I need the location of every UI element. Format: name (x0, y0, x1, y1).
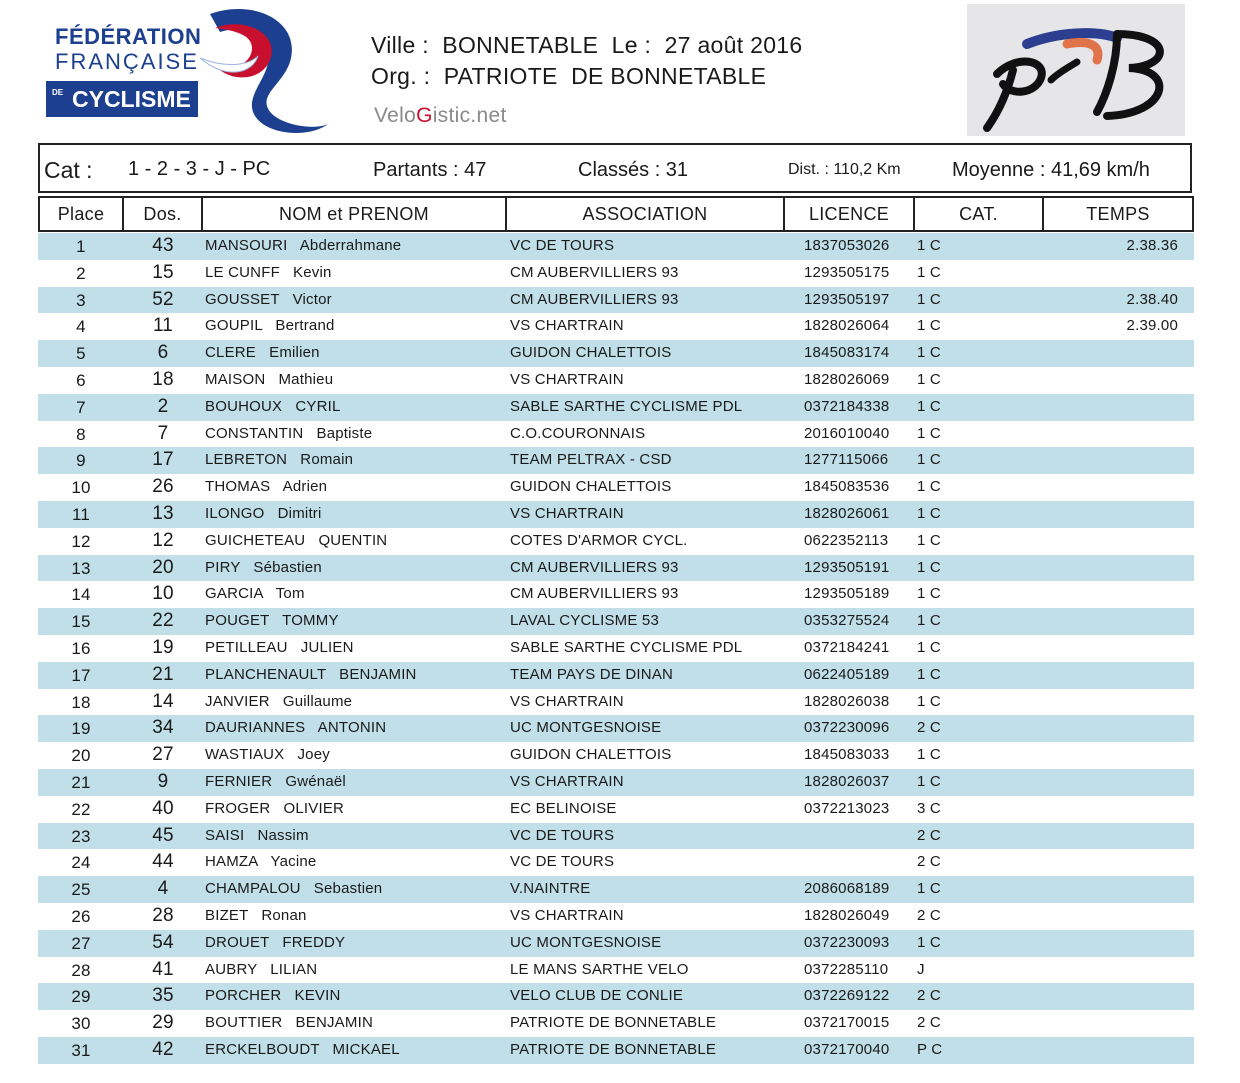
col-header-nom: NOM et PRENOM (201, 196, 507, 232)
table-row (38, 689, 1194, 716)
cell-licence: 0372184338 (804, 397, 890, 415)
cell-association: LAVAL CYCLISME 53 (510, 612, 660, 630)
cell-association: CM AUBERVILLIERS 93 (510, 263, 679, 281)
cell-cat: 2 C (917, 719, 941, 737)
cell-place: 14 (71, 585, 91, 605)
cell-nom: DROUET FREDDY (205, 933, 346, 951)
cell-nom: LEBRETON Romain (205, 451, 354, 469)
cell-dos: 21 (152, 663, 174, 685)
cell-dos: 13 (152, 502, 174, 524)
summary-partants: Partants : 47 (373, 159, 487, 181)
cell-cat: 1 C (917, 424, 941, 442)
cell-nom: FROGER OLIVIER (205, 799, 345, 817)
table-row (38, 930, 1194, 957)
table-row (38, 769, 1194, 796)
cell-association: CM AUBERVILLIERS 93 (510, 558, 679, 576)
table-row (38, 233, 1194, 260)
cell-association: EC BELINOISE (510, 799, 617, 817)
table-row (38, 608, 1194, 635)
table-row (38, 662, 1194, 689)
cell-cat: J (917, 960, 925, 978)
cell-cat: 1 C (917, 290, 941, 308)
cell-place: 27 (71, 933, 91, 953)
ffc-logo-line2: FRANÇAISE (55, 49, 199, 74)
cell-licence: 1837053026 (804, 237, 890, 254)
cell-dos: 18 (152, 368, 174, 390)
cell-temps: 2.38.36 (1126, 237, 1178, 254)
cell-association: SABLE SARTHE CYCLISME PDL (510, 638, 743, 656)
summary-distance: Dist. : 110,2 Km (788, 161, 901, 178)
cell-licence: 1828026064 (804, 317, 890, 335)
cell-nom: CONSTANTIN Baptiste (205, 424, 373, 442)
club-logo-icon (967, 4, 1185, 136)
table-row (38, 581, 1194, 608)
cell-nom: PETILLEAU JULIEN (205, 638, 354, 656)
table-row (38, 715, 1194, 742)
cell-dos: 54 (152, 931, 174, 953)
cell-association: VC DE TOURS (510, 237, 615, 254)
table-row (38, 876, 1194, 903)
cell-nom: ERCKELBOUDT MICKAEL (205, 1040, 400, 1058)
ffc-logo (40, 4, 335, 138)
col-header-dos: Dos. (122, 196, 203, 232)
cell-licence: 0372170040 (804, 1040, 890, 1058)
cell-licence: 0372285110 (804, 960, 889, 978)
cell-cat: 1 C (917, 531, 941, 549)
cell-cat: 2 C (917, 853, 941, 871)
cell-association: VS CHARTRAIN (510, 906, 624, 924)
cell-nom: HAMZA Yacine (205, 853, 317, 871)
cell-association: GUIDON CHALETTOIS (510, 478, 672, 496)
table-row (38, 474, 1194, 501)
ffc-logo-line3: CYCLISME (72, 86, 191, 112)
table-row (38, 260, 1194, 287)
velogistic-part3: istic.net (432, 104, 507, 127)
cell-dos: 6 (157, 342, 169, 364)
cell-cat: 1 C (917, 237, 941, 254)
cell-nom: BOUTTIER BENJAMIN (205, 1014, 373, 1032)
cell-cat: 1 C (917, 263, 941, 281)
cell-place: 1 (76, 237, 86, 256)
cell-nom: PIRY Sébastien (205, 558, 322, 576)
cell-nom: THOMAS Adrien (205, 478, 328, 496)
club-logo (967, 4, 1185, 136)
cell-place: 23 (71, 826, 91, 846)
cell-cat: 1 C (917, 880, 941, 898)
cell-licence: 0372184241 (804, 638, 890, 656)
col-header-licence: LICENCE (783, 196, 915, 232)
cell-association: TEAM PAYS DE DINAN (510, 665, 674, 683)
cell-dos: 26 (152, 476, 174, 498)
cell-cat: 2 C (917, 826, 941, 844)
cell-dos: 35 (152, 985, 174, 1007)
cell-place: 9 (76, 451, 86, 471)
results-table (38, 233, 1194, 1064)
cell-dos: 2 (157, 395, 169, 417)
cell-dos: 15 (152, 261, 174, 283)
cell-licence: 0622405189 (804, 665, 890, 683)
cell-nom: JANVIER Guillaume (205, 692, 353, 710)
cell-place: 12 (71, 531, 91, 551)
cell-licence: 0622352113 (804, 531, 889, 549)
cell-licence: 1293505189 (804, 585, 890, 603)
cell-cat: 1 C (917, 772, 941, 790)
cell-nom: MANSOURI Abderrahmane (205, 237, 402, 254)
cell-association: UC MONTGESNOISE (510, 933, 662, 951)
cell-dos: 7 (157, 422, 169, 444)
cell-cat: 1 C (917, 746, 941, 764)
cell-dos: 40 (152, 797, 174, 819)
cell-cat: 2 C (917, 906, 941, 924)
cell-nom: GOUPIL Bertrand (205, 317, 335, 335)
cell-association: COTES D'ARMOR CYCL. (510, 531, 688, 549)
table-row (38, 555, 1194, 582)
table-row (38, 528, 1194, 555)
cell-association: C.O.COURONNAIS (510, 424, 646, 442)
cell-cat: P C (917, 1040, 943, 1058)
cell-cat: 1 C (917, 317, 941, 335)
cell-association: TEAM PELTRAX - CSD (510, 451, 672, 469)
cell-licence: 0372213023 (804, 799, 890, 817)
table-row (38, 447, 1194, 474)
cell-place: 16 (71, 638, 91, 658)
cell-place: 31 (71, 1040, 91, 1060)
table-row (38, 742, 1194, 769)
cell-association: VS CHARTRAIN (510, 504, 624, 522)
cell-place: 26 (71, 906, 91, 926)
table-row (38, 340, 1194, 367)
cell-dos: 4 (157, 878, 169, 900)
table-row (38, 287, 1194, 314)
cell-cat: 1 C (917, 692, 941, 710)
table-row (38, 394, 1194, 421)
cell-licence: 1828026038 (804, 692, 890, 710)
cell-nom: FERNIER Gwénaël (205, 772, 346, 790)
cell-cat: 1 C (917, 933, 941, 951)
cell-licence: 1845083174 (804, 344, 890, 362)
cell-nom: MAISON Mathieu (205, 370, 334, 388)
cell-place: 4 (76, 317, 86, 337)
cell-place: 28 (71, 960, 91, 980)
col-header-place: Place (38, 196, 124, 232)
cell-nom: PORCHER KEVIN (205, 987, 341, 1005)
cell-nom: AUBRY LILIAN (205, 960, 318, 978)
cell-cat: 1 C (917, 397, 941, 415)
cell-place: 18 (71, 692, 91, 712)
cell-dos: 11 (152, 315, 174, 337)
cell-dos: 19 (152, 636, 174, 658)
cell-nom: POUGET TOMMY (205, 612, 339, 630)
cell-nom: SAISI Nassim (205, 826, 309, 844)
cell-association: VS CHARTRAIN (510, 692, 624, 710)
cell-association: VS CHARTRAIN (510, 317, 624, 335)
cell-licence: 0372170015 (804, 1014, 890, 1032)
table-row (38, 823, 1194, 850)
cell-association: CM AUBERVILLIERS 93 (510, 585, 679, 603)
ffc-logo-line1: FÉDÉRATION (55, 24, 202, 49)
cell-dos: 22 (152, 610, 174, 632)
cell-association: VC DE TOURS (510, 826, 615, 844)
race-organizer: Org. : PATRIOTE DE BONNETABLE (371, 63, 767, 89)
ffc-logo-de: DE (52, 88, 64, 97)
cell-licence: 2086068189 (804, 880, 890, 898)
cell-cat: 1 C (917, 638, 941, 656)
cell-place: 29 (71, 987, 91, 1007)
cell-place: 5 (76, 344, 86, 364)
cell-temps: 2.38.40 (1126, 290, 1178, 308)
race-summary (38, 143, 1192, 193)
cell-place: 30 (71, 1014, 91, 1034)
cell-place: 13 (71, 558, 91, 578)
cell-nom: CHAMPALOU Sebastien (205, 880, 383, 898)
cell-place: 6 (76, 370, 86, 390)
cell-dos: 43 (152, 235, 174, 256)
velogistic-link[interactable] (374, 104, 507, 128)
cell-dos: 17 (152, 449, 174, 471)
cell-nom: BOUHOUX CYRIL (205, 397, 341, 415)
cell-place: 2 (76, 263, 86, 283)
cell-association: VS CHARTRAIN (510, 772, 624, 790)
cell-cat: 1 C (917, 451, 941, 469)
cell-place: 7 (76, 397, 86, 417)
cell-licence: 1828026061 (804, 504, 890, 522)
cell-licence: 1293505175 (804, 263, 890, 281)
cell-association: LE MANS SARTHE VELO (510, 960, 689, 978)
table-row (38, 1037, 1194, 1064)
race-ville-date: Ville : BONNETABLE Le : 27 août 2016 (371, 32, 803, 58)
cell-dos: 29 (152, 1012, 174, 1034)
table-row (38, 367, 1194, 394)
cell-licence: 1845083033 (804, 746, 890, 764)
cell-licence: 1277115066 (804, 451, 889, 469)
cell-temps: 2.39.00 (1126, 317, 1178, 335)
cell-nom: ILONGO Dimitri (205, 504, 322, 522)
summary-moyenne: Moyenne : 41,69 km/h (952, 159, 1150, 181)
cell-association: GUIDON CHALETTOIS (510, 344, 672, 362)
cell-association: PATRIOTE DE BONNETABLE (510, 1014, 717, 1032)
col-header-temps: TEMPS (1042, 196, 1194, 232)
table-row (38, 421, 1194, 448)
cell-nom: DAURIANNES ANTONIN (205, 719, 387, 737)
cell-cat: 1 C (917, 478, 941, 496)
cell-cat: 3 C (917, 799, 941, 817)
cell-association: VS CHARTRAIN (510, 370, 624, 388)
cell-licence: 0372269122 (804, 987, 890, 1005)
cell-place: 24 (71, 853, 91, 873)
cell-dos: 12 (152, 529, 174, 551)
cell-place: 11 (71, 504, 91, 524)
cell-place: 25 (71, 880, 91, 900)
cell-dos: 34 (152, 717, 174, 739)
cell-dos: 10 (152, 583, 174, 605)
cell-dos: 9 (157, 770, 169, 792)
cell-association: VELO CLUB DE CONLIE (510, 987, 684, 1005)
table-row (38, 501, 1194, 528)
cell-nom: BIZET Ronan (205, 906, 307, 924)
cell-licence: 0372230093 (804, 933, 890, 951)
cell-dos: 41 (152, 958, 174, 980)
cell-association: VC DE TOURS (510, 853, 615, 871)
cell-place: 21 (71, 772, 91, 792)
cell-licence: 0353275524 (804, 612, 890, 630)
cell-nom: WASTIAUX Joey (205, 746, 330, 764)
cell-place: 19 (71, 719, 91, 739)
cell-dos: 42 (152, 1038, 174, 1060)
cell-place: 8 (76, 424, 86, 444)
cell-place: 22 (71, 799, 91, 819)
cell-licence: 1293505191 (804, 558, 890, 576)
cell-dos: 52 (152, 288, 174, 310)
col-header-cat: CAT. (913, 196, 1044, 232)
cell-licence: 0372230096 (804, 719, 890, 737)
cell-dos: 45 (152, 824, 174, 846)
cell-association: SABLE SARTHE CYCLISME PDL (510, 397, 743, 415)
cell-nom: GOUSSET Victor (205, 290, 332, 308)
cell-place: 10 (71, 478, 91, 498)
table-row (38, 983, 1194, 1010)
cell-licence: 1828026037 (804, 772, 890, 790)
cell-cat: 2 C (917, 987, 941, 1005)
cell-place: 20 (71, 746, 91, 766)
cell-licence: 1828026049 (804, 906, 890, 924)
table-row (38, 635, 1194, 662)
cell-nom: CLERE Emilien (205, 344, 320, 362)
cell-association: CM AUBERVILLIERS 93 (510, 290, 679, 308)
cell-cat: 1 C (917, 585, 941, 603)
cell-nom: GUICHETEAU QUENTIN (205, 531, 388, 549)
cell-dos: 28 (152, 904, 174, 926)
cell-dos: 27 (152, 744, 174, 766)
cell-licence: 1293505197 (804, 290, 890, 308)
cell-licence: 1828026069 (804, 370, 890, 388)
summary-classes: Classés : 31 (578, 159, 689, 181)
summary-cat-value: 1 - 2 - 3 - J - PC (128, 158, 271, 180)
table-row (38, 957, 1194, 984)
cell-dos: 44 (152, 851, 174, 873)
col-header-association: ASSOCIATION (505, 196, 785, 232)
table-row (38, 1010, 1194, 1037)
cell-cat: 2 C (917, 1014, 941, 1032)
cell-cat: 1 C (917, 370, 941, 388)
cell-association: UC MONTGESNOISE (510, 719, 662, 737)
cell-nom: GARCIA Tom (205, 585, 305, 603)
cell-cat: 1 C (917, 504, 941, 522)
cell-cat: 1 C (917, 558, 941, 576)
cell-association: GUIDON CHALETTOIS (510, 746, 672, 764)
cell-nom: LE CUNFF Kevin (205, 263, 332, 281)
cell-licence: 1845083536 (804, 478, 890, 496)
table-row (38, 903, 1194, 930)
cell-cat: 1 C (917, 665, 941, 683)
cell-nom: PLANCHENAULT BENJAMIN (205, 665, 417, 683)
cell-place: 17 (71, 665, 91, 685)
velogistic-part1: Velo (374, 104, 417, 127)
cell-dos: 20 (152, 556, 174, 578)
cell-cat: 1 C (917, 612, 941, 630)
cell-cat: 1 C (917, 344, 941, 362)
table-row (38, 796, 1194, 823)
cell-place: 3 (76, 290, 86, 310)
cell-association: V.NAINTRE (510, 880, 591, 898)
velogistic-part2: G (416, 104, 433, 127)
cell-place: 15 (71, 612, 91, 632)
cell-licence: 2016010040 (804, 424, 890, 442)
table-row (38, 849, 1194, 876)
table-row (38, 313, 1194, 340)
cell-dos: 14 (152, 690, 174, 712)
cell-association: PATRIOTE DE BONNETABLE (510, 1040, 717, 1058)
summary-cat-label: Cat : (44, 157, 93, 183)
